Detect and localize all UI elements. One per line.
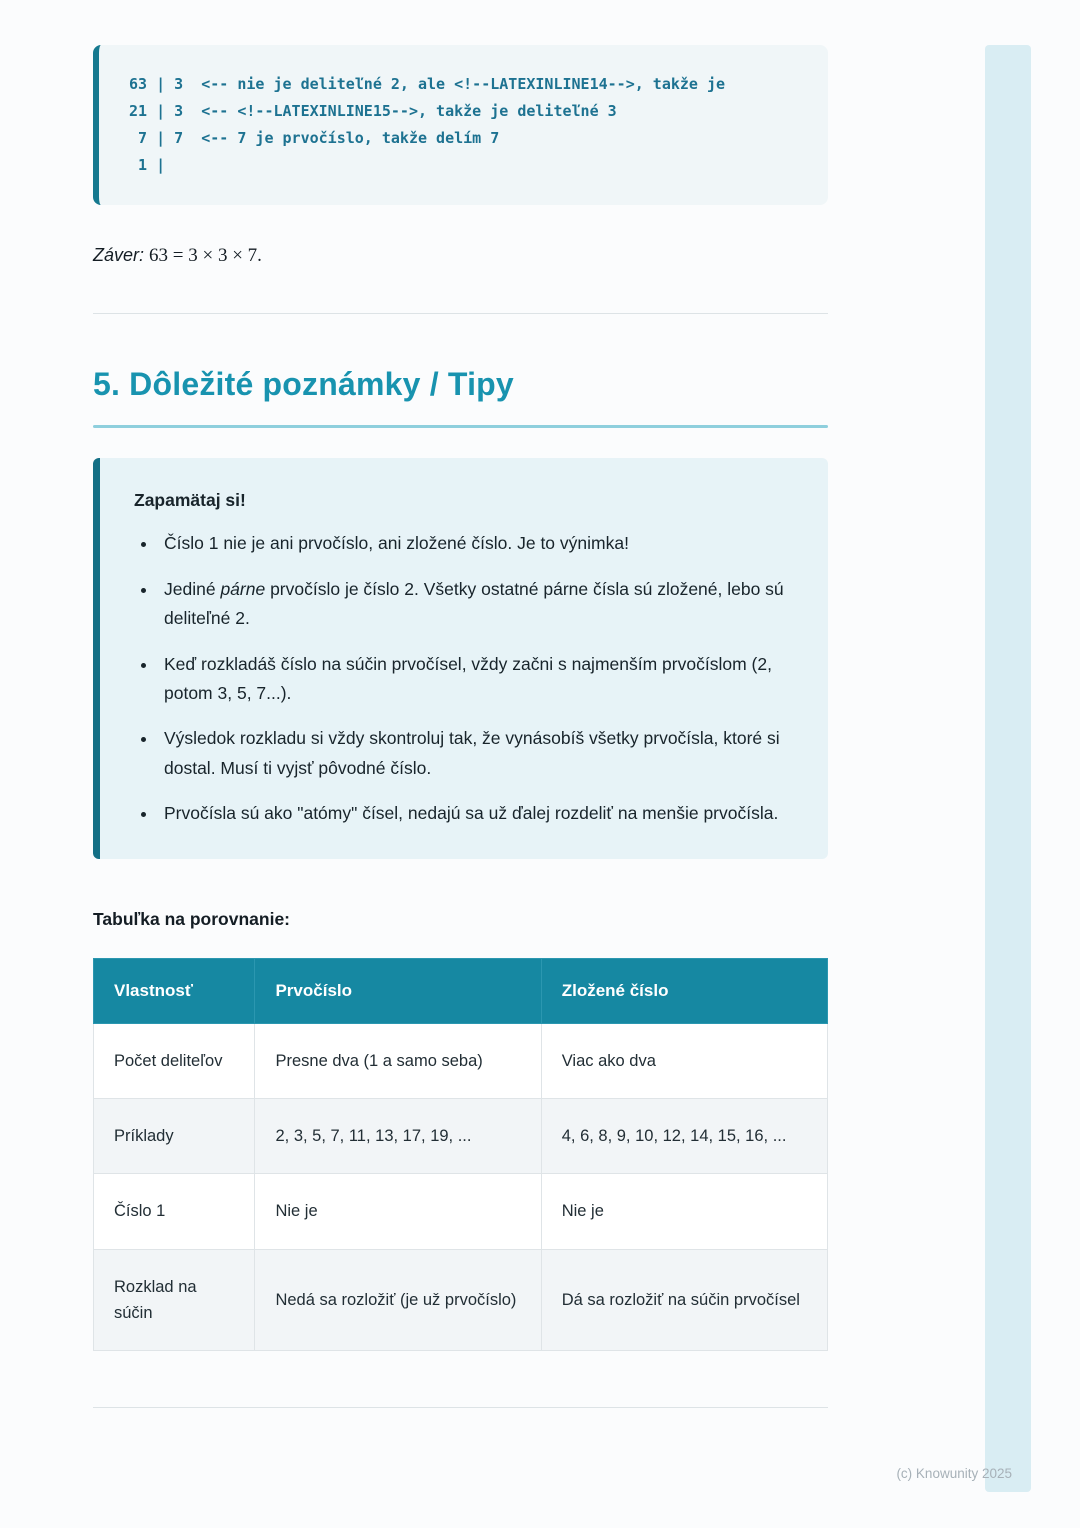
tip-callout (93, 458, 828, 859)
table-cell: Presne dva (1 a samo seba) (255, 1023, 541, 1098)
tip-text: Výsledok rozkladu si vždy skontroluj tak, že vynásobíš všetky prvočísla, ktoré si dostal. Musí ti vyjsť pôvodné číslo. (164, 728, 780, 778)
heading-underline (93, 425, 828, 428)
callout-title: Zapamätaj si! (134, 490, 246, 510)
table-row (94, 1249, 828, 1351)
code-line: 7 | 7 <-- 7 je prvočíslo, takže delím 7 (129, 129, 500, 147)
tip-text: Číslo 1 nie je ani prvočíslo, ani zložené číslo. Je to výnimka! (164, 533, 629, 554)
table-header-cell: Zložené číslo (541, 958, 827, 1023)
table-cell: Rozklad na súčin (94, 1249, 255, 1351)
right-edge-panel (985, 45, 1031, 1492)
section-heading: 5. Dôležité poznámky / Tipy (93, 366, 514, 402)
tip-text: Keď rozkladáš číslo na súčin prvočísel, vždy začni s najmenším prvočíslom (2, potom 3, 5, 7...). (164, 653, 772, 703)
code-block (93, 45, 828, 205)
comparison-table (93, 958, 828, 1352)
code-line: 1 | (129, 156, 166, 174)
table-cell: Počet deliteľov (94, 1023, 255, 1098)
tip-item (158, 575, 794, 634)
table-row (94, 1023, 828, 1098)
tip-text: Jediné (164, 578, 221, 599)
tip-item (158, 650, 794, 709)
tip-item (158, 799, 794, 828)
table-cell: Príklady (94, 1098, 255, 1173)
table-row (94, 1174, 828, 1249)
table-cell: 2, 3, 5, 7, 11, 13, 17, 19, ... (255, 1098, 541, 1173)
code-line: 63 | 3 <-- nie je deliteľné 2, ale <!--LATEXINLINE14-->, takže je (129, 75, 726, 93)
table-cell: Nie je (255, 1174, 541, 1249)
code-line: 21 | 3 <-- <!--LATEXINLINE15-->, takže je deliteľné 3 (129, 102, 617, 120)
table-cell: Nie je (541, 1174, 827, 1249)
table-header-cell: Vlastnosť (94, 958, 255, 1023)
table-section-title: Tabuľka na porovnanie: (93, 908, 291, 929)
table-cell: Dá sa rozložiť na súčin prvočísel (541, 1249, 827, 1351)
tip-text-italic: párne (220, 578, 266, 599)
section-divider (93, 313, 828, 314)
bottom-divider (93, 1407, 828, 1408)
table-header-cell: Prvočíslo (255, 958, 541, 1023)
tip-text: prvočíslo je číslo 2. Všetky ostatné párne čísla sú zložené, lebo sú deliteľné 2. (164, 578, 784, 629)
tip-item (158, 529, 794, 558)
table-cell: Viac ako dva (541, 1023, 827, 1098)
tip-list (134, 529, 794, 828)
notes-content (93, 0, 828, 1408)
table-row (94, 1098, 828, 1173)
tip-text: Prvočísla sú ako "atómy" čísel, nedajú sa už ďalej rozdeliť na menšie prvočísla. (164, 803, 779, 824)
table-header-row (94, 958, 828, 1023)
conclusion-label: Záver: (93, 245, 145, 265)
table-cell: Číslo 1 (94, 1174, 255, 1249)
conclusion-math: 63 = 3 × 3 × 7. (149, 245, 262, 266)
tip-item (158, 724, 794, 783)
footer-copyright: (c) Knowunity 2025 (896, 1466, 1012, 1481)
conclusion-line (93, 245, 828, 267)
table-cell: Nedá sa rozložiť (je už prvočíslo) (255, 1249, 541, 1351)
table-cell: 4, 6, 8, 9, 10, 12, 14, 15, 16, ... (541, 1098, 827, 1173)
